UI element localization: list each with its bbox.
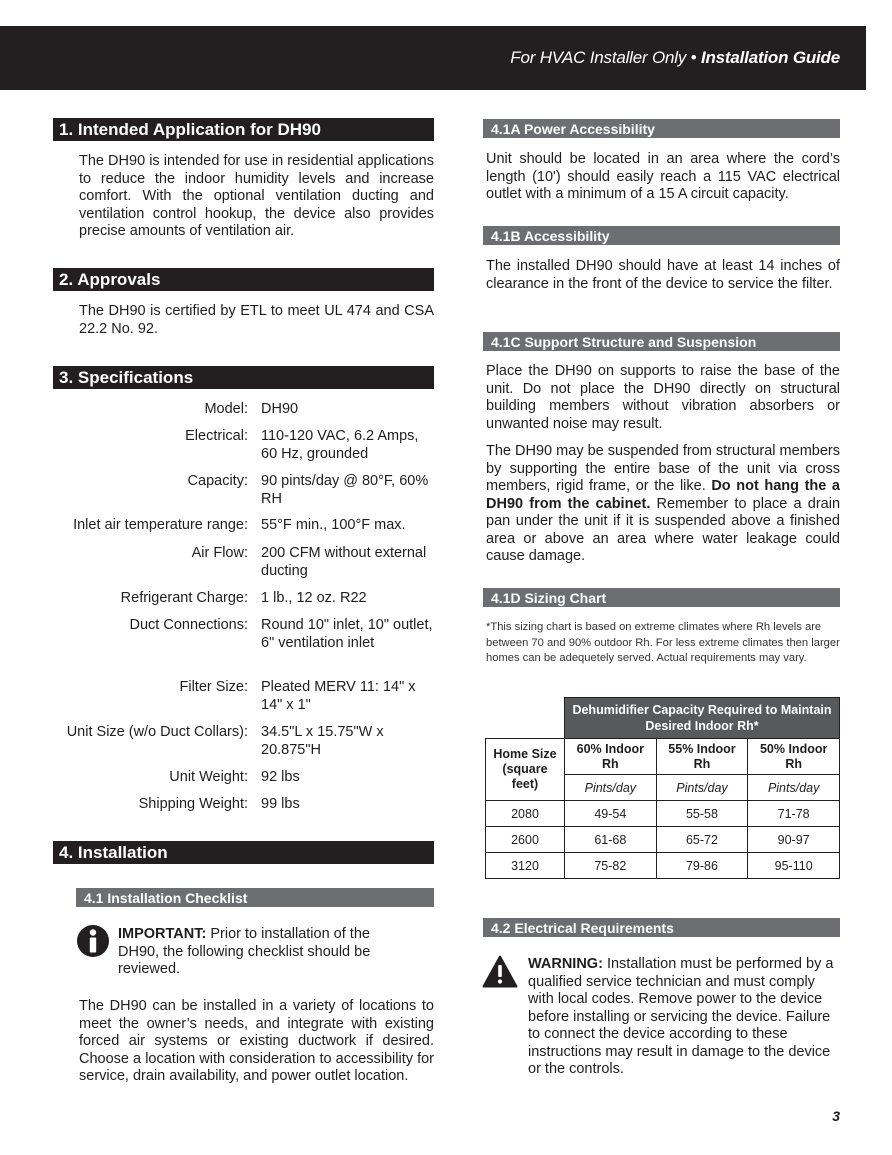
table-row-header: Home Size (square feet) xyxy=(486,739,565,801)
table-cell: 2080 xyxy=(486,801,565,827)
table-header-row xyxy=(486,698,840,739)
spec-label: Electrical: xyxy=(185,428,248,444)
spec-value: 55°F min., 100°F max. xyxy=(261,517,406,533)
sub41a-body: Unit should be located in an area where the cord’s length (10') should easily reach a 115 VAC electrical outlet with a minimum of a 15 A circuit capacity. xyxy=(486,151,840,202)
header-left-text: For HVAC Installer Only xyxy=(510,48,687,67)
section1-title: 1. Intended Application for DH90 xyxy=(53,118,434,141)
table-cell: 49-54 xyxy=(565,801,657,827)
table-col-header: 55% Indoor Rh xyxy=(656,739,748,775)
section4-title: 4. Installation xyxy=(53,841,434,864)
spec-label: Air Flow: xyxy=(191,545,248,561)
table-unit-cell: Pints/day xyxy=(565,775,657,801)
table-col-header: 60% Indoor Rh xyxy=(565,739,657,775)
spec-value: Round 10" inlet, 10" outlet, 6" ventilation inlet xyxy=(261,617,433,651)
section2-title: 2. Approvals xyxy=(53,268,434,291)
spec-label: Capacity: xyxy=(187,473,248,489)
sub41b-title: 4.1B Accessibility xyxy=(483,226,840,245)
table-cell: 79-86 xyxy=(656,853,748,879)
sub41c-title: 4.1C Support Structure and Suspension xyxy=(483,332,840,351)
spec-value: 34.5"L x 15.75"W x 20.875"H xyxy=(261,724,384,758)
spec-label: Shipping Weight: xyxy=(138,796,248,812)
table-group-header: Dehumidifier Capacity Required to Maintain Desired Indoor Rh* xyxy=(565,698,840,739)
spec-label: Unit Size (w/o Duct Collars): xyxy=(66,724,248,740)
table-corner xyxy=(486,698,565,739)
table-cell: 2600 xyxy=(486,827,565,853)
header-bar xyxy=(0,26,866,90)
spec-value: 99 lbs xyxy=(261,796,300,812)
header-title xyxy=(510,48,840,68)
spec-label: Refrigerant Charge: xyxy=(120,590,248,606)
header-right-text: Installation Guide xyxy=(700,48,840,67)
sub41c-body2 xyxy=(486,443,840,566)
header-separator: • xyxy=(690,48,697,67)
table-cell: 3120 xyxy=(486,853,565,879)
spec-value: 90 pints/day @ 80°F, 60% RH xyxy=(261,473,429,507)
sizing-note: *This sizing chart is based on extreme climates where Rh levels are between 70 and 90% outdoor Rh. For less extreme climates then larger homes can be adequetely served. Actual requirements may vary. xyxy=(486,621,840,664)
warning-icon xyxy=(482,955,518,988)
spec-value: 200 CFM without external ducting xyxy=(261,545,427,579)
spec-value: 110-120 VAC, 6.2 Amps, 60 Hz, grounded xyxy=(261,428,419,462)
checklist-title: 4.1 Installation Checklist xyxy=(76,888,434,907)
sub41c-body2-a: The DH90 may be suspended from structural members by supporting the entire base of the unit via cross members, rigid frame, or the like. xyxy=(486,443,840,494)
table-row xyxy=(486,827,840,853)
spec-value: 1 lb., 12 oz. R22 xyxy=(261,590,367,606)
important-text: Prior to installation of the DH90, the following checklist should be reviewed. xyxy=(118,926,371,977)
table-cell: 55-58 xyxy=(656,801,748,827)
spec-value: Pleated MERV 11: 14" x 14" x 1" xyxy=(261,679,416,713)
table-cell: 75-82 xyxy=(565,853,657,879)
sizing-table xyxy=(485,697,840,879)
table-cell: 65-72 xyxy=(656,827,748,853)
table-cell: 90-97 xyxy=(748,827,840,853)
spec-value: DH90 xyxy=(261,401,299,417)
spec-label: Unit Weight: xyxy=(169,769,248,785)
table-row xyxy=(486,801,840,827)
spec-value: 92 lbs xyxy=(261,769,300,785)
page-number: 3 xyxy=(832,1108,840,1124)
important-label: IMPORTANT: xyxy=(118,926,207,942)
table-unit-cell: Pints/day xyxy=(748,775,840,801)
spec-label: Model: xyxy=(204,401,248,417)
table-cell: 71-78 xyxy=(748,801,840,827)
sub41a-title: 4.1A Power Accessibility xyxy=(483,119,840,138)
spec-label: Filter Size: xyxy=(179,679,248,695)
sub41d-title: 4.1D Sizing Chart xyxy=(483,588,840,607)
section4-body: The DH90 can be installed in a variety of locations to meet the owner’s needs, and integrate with existing forced air systems or existing ductwork if desired. Choose a location with consideration to accessibility for service, drain availability, and power outlet location. xyxy=(79,998,434,1084)
table-row xyxy=(486,853,840,879)
table-cell: 61-68 xyxy=(565,827,657,853)
table-cell: 95-110 xyxy=(748,853,840,879)
important-note xyxy=(118,926,408,979)
spec-label: Duct Connections: xyxy=(129,617,248,633)
sub41c-body2-bold: Do not hang the a DH90 from the cabinet. xyxy=(486,478,841,512)
section1-body: The DH90 is intended for use in residential applications to reduce the indoor humidity levels and increase comfort. With the optional ventilation ducting and ventilation control hookup, the device also provides precise amounts of ventilation air. xyxy=(79,153,434,239)
sub41b-body: The installed DH90 should have at least 14 inches of clearance in the front of the device to service the filter. xyxy=(486,258,840,292)
section3-title: 3. Specifications xyxy=(53,366,434,389)
sub41c-body2-b: Remember to place a drain pan under the unit if it is suspended above a finished area or above an area where water leakage could cause damage. xyxy=(486,495,841,564)
sub42-title: 4.2 Electrical Requirements xyxy=(483,918,840,937)
table-col-header: 50% Indoor Rh xyxy=(748,739,840,775)
warning-note xyxy=(528,956,840,1079)
info-icon xyxy=(76,924,110,958)
sub41c-body1: Place the DH90 on supports to raise the base of the unit. Do not place the DH90 directly on structural building members without vibration absorbers or unwanted noise may result. xyxy=(486,363,840,432)
table-header-row xyxy=(486,739,840,775)
warning-text: Installation must be performed by a qualified service technician and must comply with local codes. Remove power to the device before installing or servicing the device. Failure to connect the device according to these instructions may result in damage to the device or the controls. xyxy=(528,956,834,1077)
spec-label: Inlet air temperature range: xyxy=(73,517,248,533)
section2-body: The DH90 is certified by ETL to meet UL 474 and CSA 22.2 No. 92. xyxy=(79,303,434,337)
warning-label: WARNING: xyxy=(528,956,603,972)
table-unit-cell: Pints/day xyxy=(656,775,748,801)
